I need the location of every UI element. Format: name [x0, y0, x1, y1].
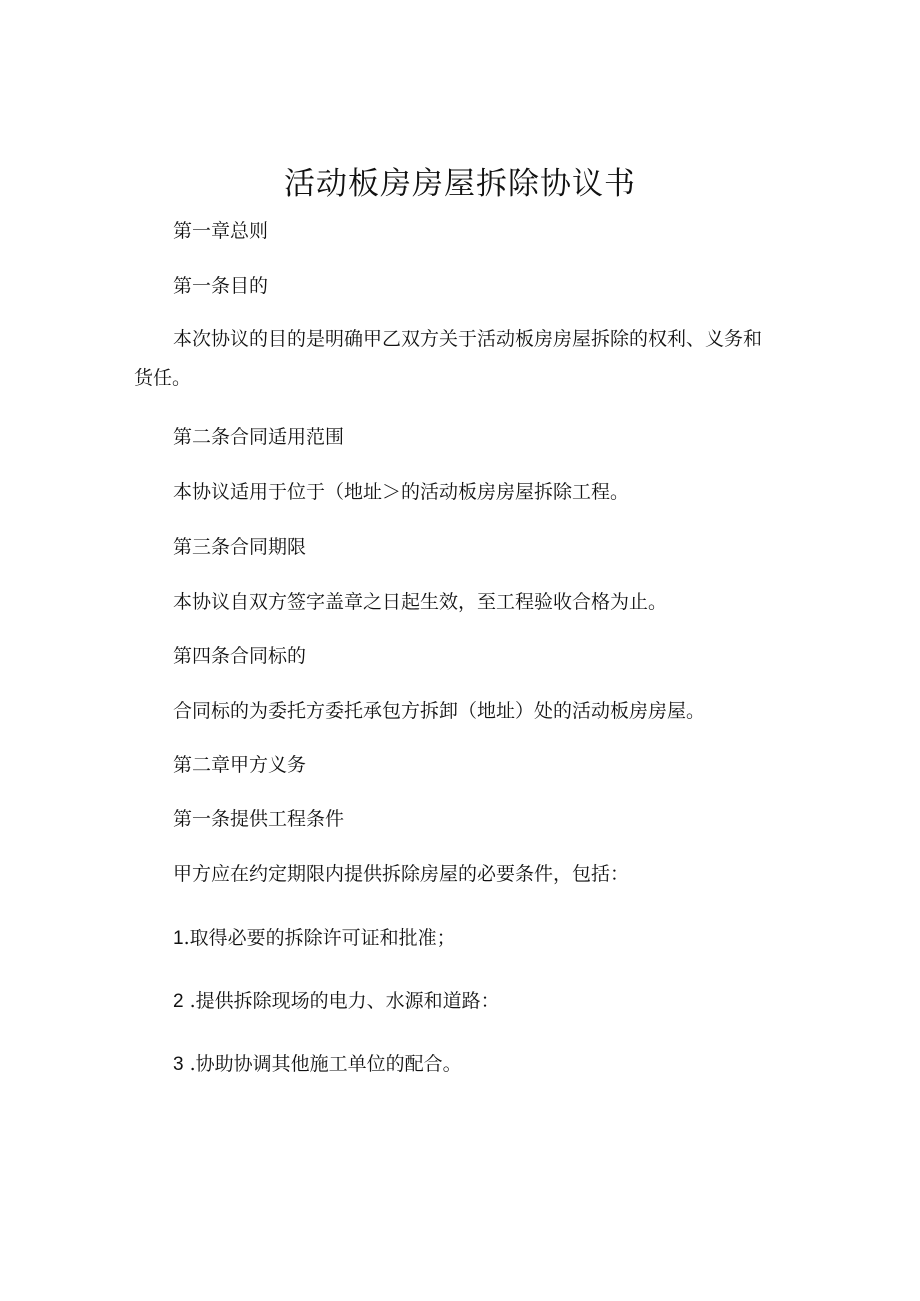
list-item: [173, 925, 456, 952]
article-4-body: 合同标的为委托方委托承包方拆卸（地址）处的活动板房房屋。: [173, 700, 706, 722]
article-4-heading: 第四条合同标的: [173, 645, 307, 667]
chapter-2-article-1-heading: 第一条提供工程条件: [173, 808, 345, 830]
list-item-text: .取得必要的拆除许可证和批准；: [183, 927, 456, 949]
article-3-heading: 第三条合同期限: [173, 536, 307, 558]
chapter-2-heading: 第二章甲方义务: [173, 754, 307, 776]
list-item-number: 2: [173, 991, 184, 1012]
chapter-1-heading: 第一章总则: [173, 220, 269, 242]
list-item-number: 3: [173, 1054, 184, 1075]
chapter-2-article-1-body: 甲方应在约定期限内提供拆除房屋的必要条件，包括：: [173, 863, 630, 885]
list-item: [173, 1051, 462, 1078]
article-1-body: 本次协议的目的是明确甲乙双方关于活动板房房屋拆除的权利、义务和货任。: [134, 328, 763, 389]
list-item-number: 1: [173, 928, 184, 949]
list-item-text: .协助协调其他施工单位的配合。: [183, 1053, 462, 1075]
article-2-heading: 第二条合同适用范围: [173, 426, 345, 448]
article-2-body: 本协议适用于位于（地址＞的活动板房房屋拆除工程。: [173, 481, 630, 503]
list-item: [173, 988, 500, 1015]
article-1-heading: 第一条目的: [173, 275, 269, 297]
article-3-body: 本协议自双方签字盖章之日起生效，至工程验收合格为止。: [173, 591, 668, 613]
list-item-text: .提供拆除现场的电力、水源和道路：: [183, 990, 500, 1012]
document-title: 活动板房房屋拆除协议书: [284, 166, 636, 202]
